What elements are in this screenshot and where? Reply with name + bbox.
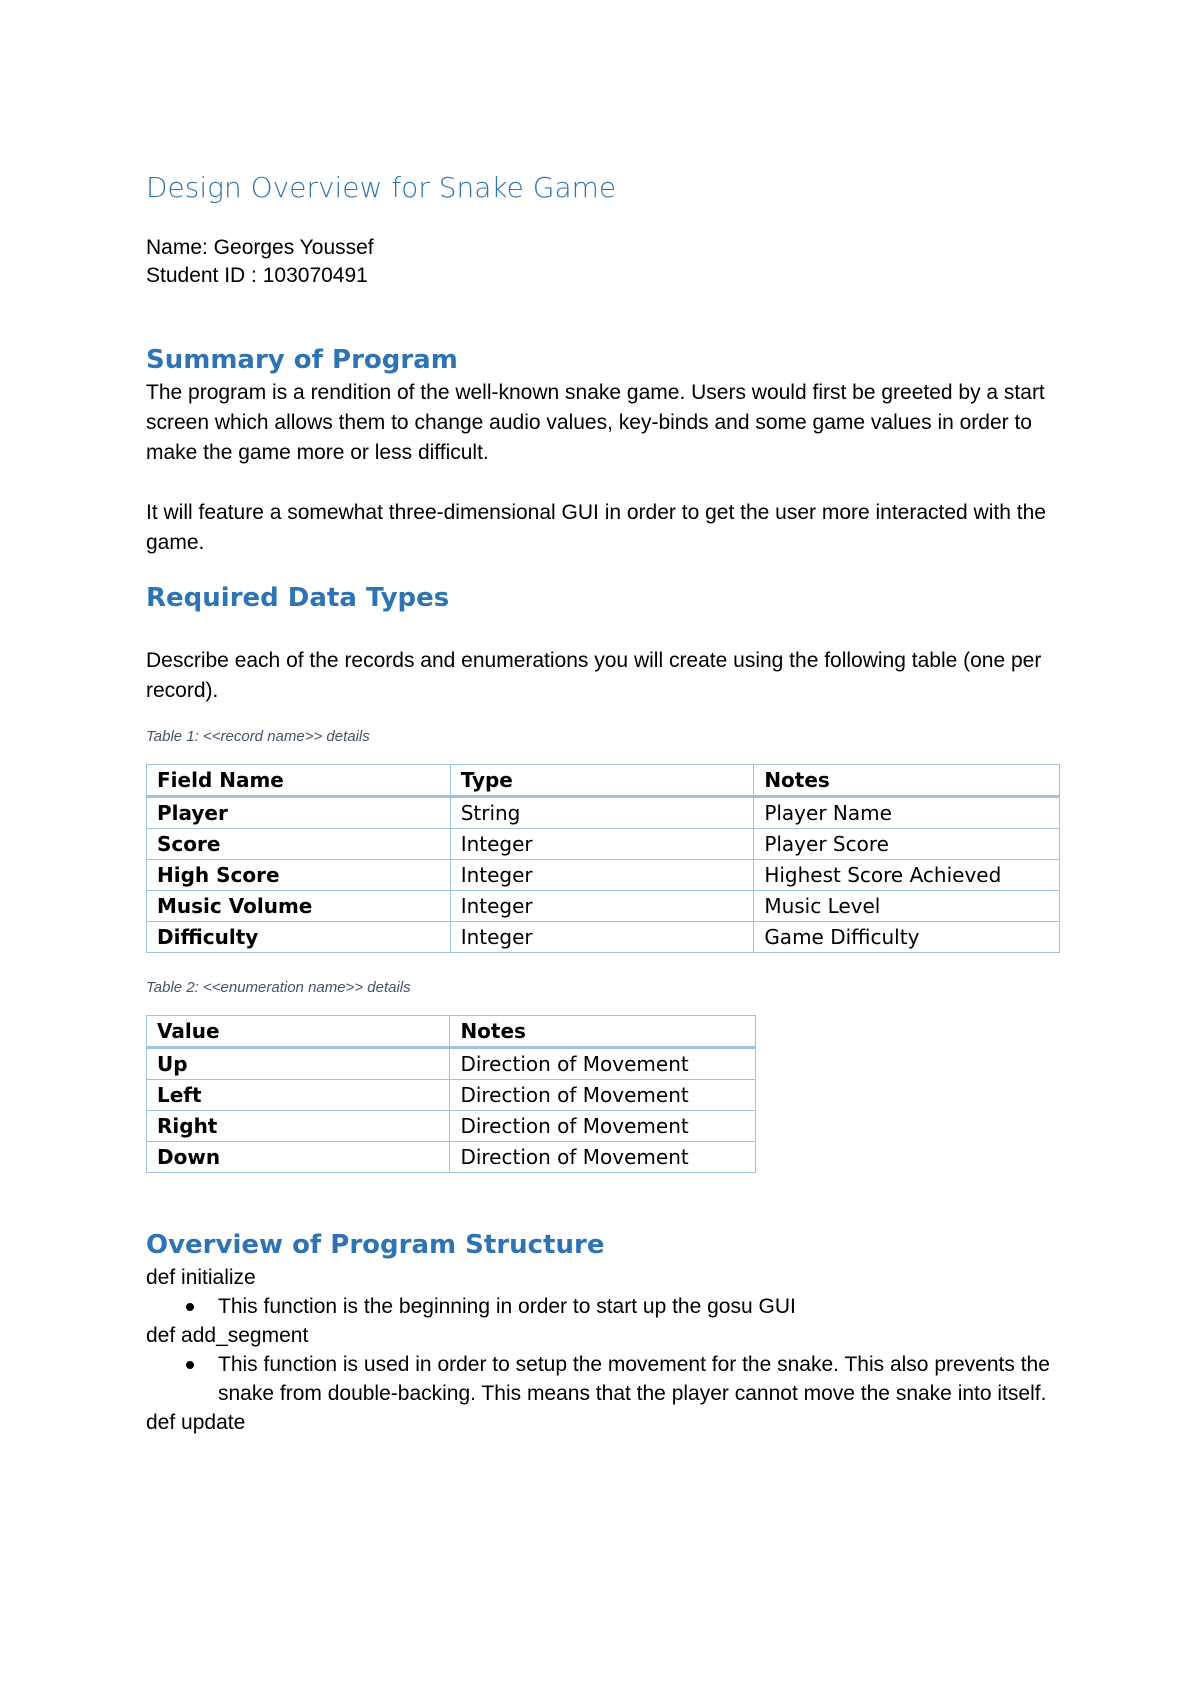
list-item bbox=[218, 1292, 1066, 1321]
table-cell: Direction of Movement bbox=[450, 1111, 756, 1142]
table-cell: Left bbox=[147, 1080, 450, 1111]
table-header-row bbox=[147, 1016, 756, 1048]
table2-caption: Table 2: <<enumeration name>> details bbox=[146, 979, 411, 996]
student-id: Student ID : 103070491 bbox=[146, 264, 368, 287]
table-cell: Down bbox=[147, 1142, 450, 1173]
table-cell: Integer bbox=[450, 922, 754, 953]
table-row bbox=[147, 829, 1060, 860]
add-segment-bullet-list bbox=[146, 1350, 1066, 1408]
table-row bbox=[147, 891, 1060, 922]
table-cell: Music Volume bbox=[147, 891, 451, 922]
table-cell: Integer bbox=[450, 891, 754, 922]
table-cell: Player bbox=[147, 797, 451, 829]
table-row bbox=[147, 1048, 756, 1080]
summary-paragraph-2: It will feature a somewhat three-dimensional GUI in order to get the user more interacted with the game. bbox=[146, 501, 1046, 554]
structure-heading: Overview of Program Structure bbox=[146, 1230, 605, 1260]
table-cell: Player Name bbox=[754, 797, 1060, 829]
table-cell: Direction of Movement bbox=[450, 1048, 756, 1080]
table-cell: Integer bbox=[450, 829, 754, 860]
document-title: Design Overview for Snake Game bbox=[146, 171, 617, 204]
bullet-icon bbox=[186, 1361, 194, 1369]
table-row bbox=[147, 860, 1060, 891]
table-cell: High Score bbox=[147, 860, 451, 891]
initialize-bullet-list bbox=[146, 1292, 1066, 1321]
table-cell: Player Score bbox=[754, 829, 1060, 860]
table-cell: Integer bbox=[450, 860, 754, 891]
list-item-text: This function is used in order to setup the movement for the snake. This also prevents the snake from double-backing. This means that the player cannot move the snake into itself. bbox=[218, 1353, 1050, 1405]
data-types-heading: Required Data Types bbox=[146, 583, 450, 613]
bullet-icon bbox=[186, 1303, 194, 1311]
table-row bbox=[147, 1142, 756, 1173]
table-cell: Up bbox=[147, 1048, 450, 1080]
table-header-cell: Type bbox=[450, 765, 754, 797]
table-cell: Music Level bbox=[754, 891, 1060, 922]
enumeration-table bbox=[146, 1015, 756, 1173]
summary-heading: Summary of Program bbox=[146, 345, 458, 375]
table-header-cell: Field Name bbox=[147, 765, 451, 797]
function-def-initialize: def initialize bbox=[146, 1266, 256, 1289]
table-cell: Direction of Movement bbox=[450, 1080, 756, 1111]
function-def-update: def update bbox=[146, 1411, 246, 1434]
table-cell: Highest Score Achieved bbox=[754, 860, 1060, 891]
table-row bbox=[147, 922, 1060, 953]
document-content bbox=[146, 168, 1066, 1437]
table-header-row bbox=[147, 765, 1060, 797]
table-header-cell: Notes bbox=[450, 1016, 756, 1048]
author-name: Name: Georges Youssef bbox=[146, 236, 374, 259]
table1-caption: Table 1: <<record name>> details bbox=[146, 728, 370, 745]
list-item bbox=[218, 1350, 1066, 1408]
data-types-intro: Describe each of the records and enumerations you will create using the following table (one per record). bbox=[146, 649, 1042, 702]
table-cell: Direction of Movement bbox=[450, 1142, 756, 1173]
table-header-cell: Notes bbox=[754, 765, 1060, 797]
table-row bbox=[147, 1080, 756, 1111]
table-row bbox=[147, 797, 1060, 829]
table-cell: String bbox=[450, 797, 754, 829]
summary-paragraph-1: The program is a rendition of the well-known snake game. Users would first be greeted by a start screen which allows them to change audio values, key-binds and some game values in order to make the game more or less difficult. bbox=[146, 381, 1045, 464]
function-def-add-segment: def add_segment bbox=[146, 1324, 309, 1347]
table-cell: Game Difficulty bbox=[754, 922, 1060, 953]
table-header-cell: Value bbox=[147, 1016, 450, 1048]
table-cell: Score bbox=[147, 829, 451, 860]
table-row bbox=[147, 1111, 756, 1142]
list-item-text: This function is the beginning in order to start up the gosu GUI bbox=[218, 1295, 796, 1318]
table-cell: Difficulty bbox=[147, 922, 451, 953]
record-table bbox=[146, 764, 1060, 953]
table-cell: Right bbox=[147, 1111, 450, 1142]
